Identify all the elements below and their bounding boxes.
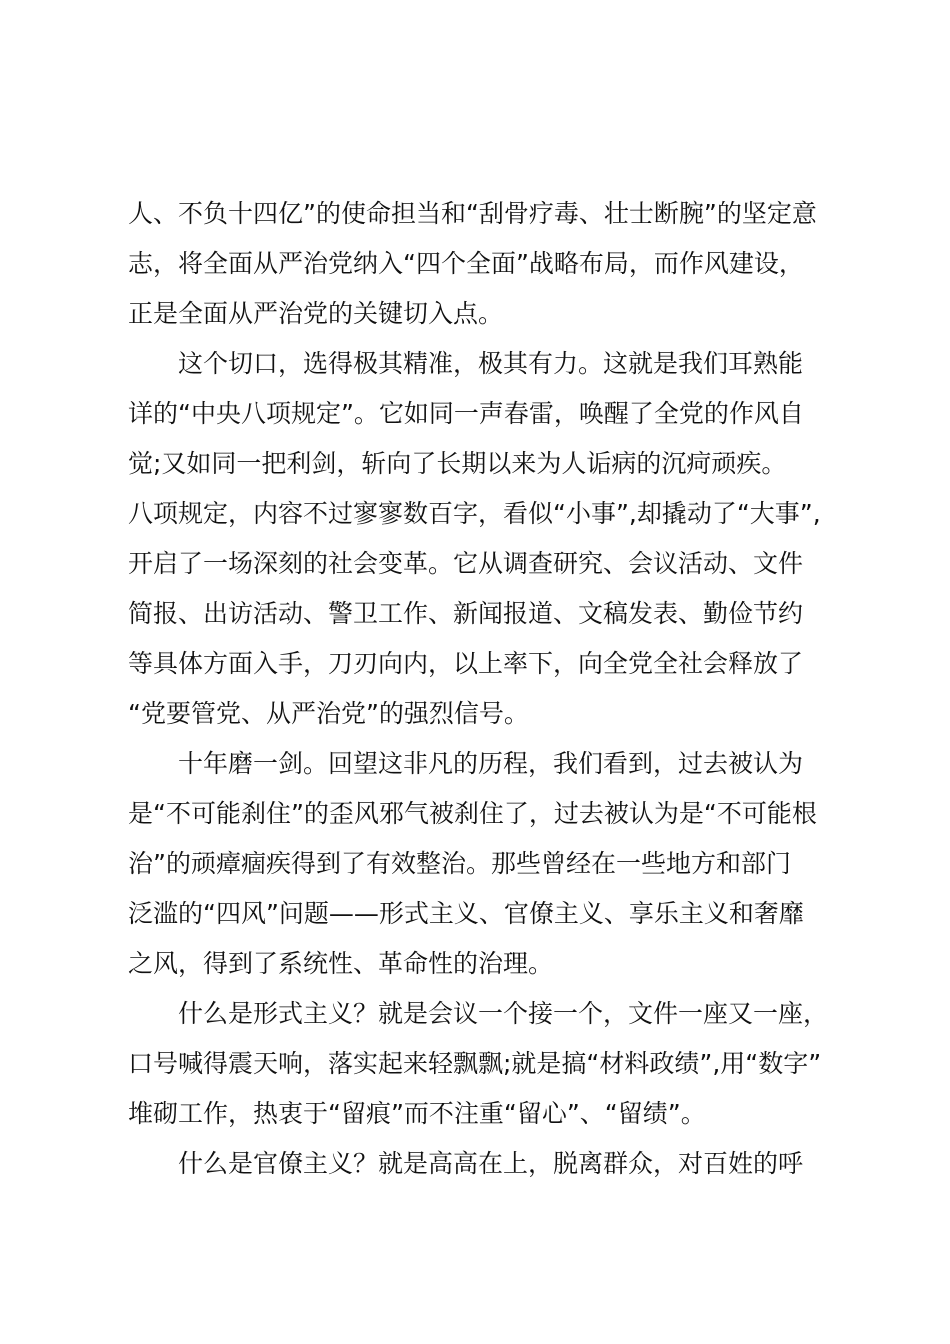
text-line-5: 详的“中央八项规定”。它如同一声春雷，唤醒了全党的作风自	[128, 399, 804, 428]
text-line-7: 八项规定，内容不过寥寥数百字，看似“小事”,却撬动了“大事”,	[128, 499, 821, 528]
text-line-19: 堆砌工作，热衷于“留痕”而不注重“留心”、“留绩”。	[128, 1099, 706, 1128]
text-line-20: 什么是官僚主义？就是高高在上，脱离群众，对百姓的呼	[178, 1149, 804, 1178]
text-line-3: 正是全面从严治党的关键切入点。	[128, 299, 504, 328]
text-line-16: 之风，得到了系统性、革命性的治理。	[128, 949, 554, 978]
text-line-6: 觉;又如同一把利剑，斩向了长期以来为人诟病的沉疴顽疾。	[128, 449, 787, 478]
text-line-9: 简报、出访活动、警卫工作、新闻报道、文稿发表、勤俭节约	[128, 599, 804, 628]
document-body	[128, 189, 828, 1189]
text-line-13: 是“不可能刹住”的歪风邪气被刹住了，过去被认为是“不可能根	[128, 799, 817, 828]
text-line-10: 等具体方面入手，刀刃向内，以上率下，向全党全社会释放了	[128, 649, 804, 678]
text-line-15: 泛滥的“四风”问题——形式主义、官僚主义、享乐主义和奢靡	[128, 899, 804, 928]
text-line-8: 开启了一场深刻的社会变革。它从调查研究、会议活动、文件	[128, 549, 804, 578]
text-line-12: 十年磨一剑。回望这非凡的历程，我们看到，过去被认为	[178, 749, 804, 778]
text-line-2: 志，将全面从严治党纳入“四个全面”战略布局，而作风建设，	[128, 249, 804, 278]
text-line-4: 这个切口，选得极其精准，极其有力。这就是我们耳熟能	[178, 349, 804, 378]
text-line-11: “党要管党、从严治党”的强烈信号。	[128, 699, 529, 728]
text-line-1: 人、不负十四亿”的使命担当和“刮骨疗毒、壮士断腕”的坚定意	[128, 199, 817, 228]
text-line-18: 口号喊得震天响，落实起来轻飘飘;就是搞“材料政绩”,用“数字”	[128, 1049, 822, 1078]
text-line-17: 什么是形式主义？就是会议一个接一个，文件一座又一座，	[178, 999, 829, 1028]
text-line-14: 治”的顽瘴痼疾得到了有效整治。那些曾经在一些地方和部门	[128, 849, 791, 878]
